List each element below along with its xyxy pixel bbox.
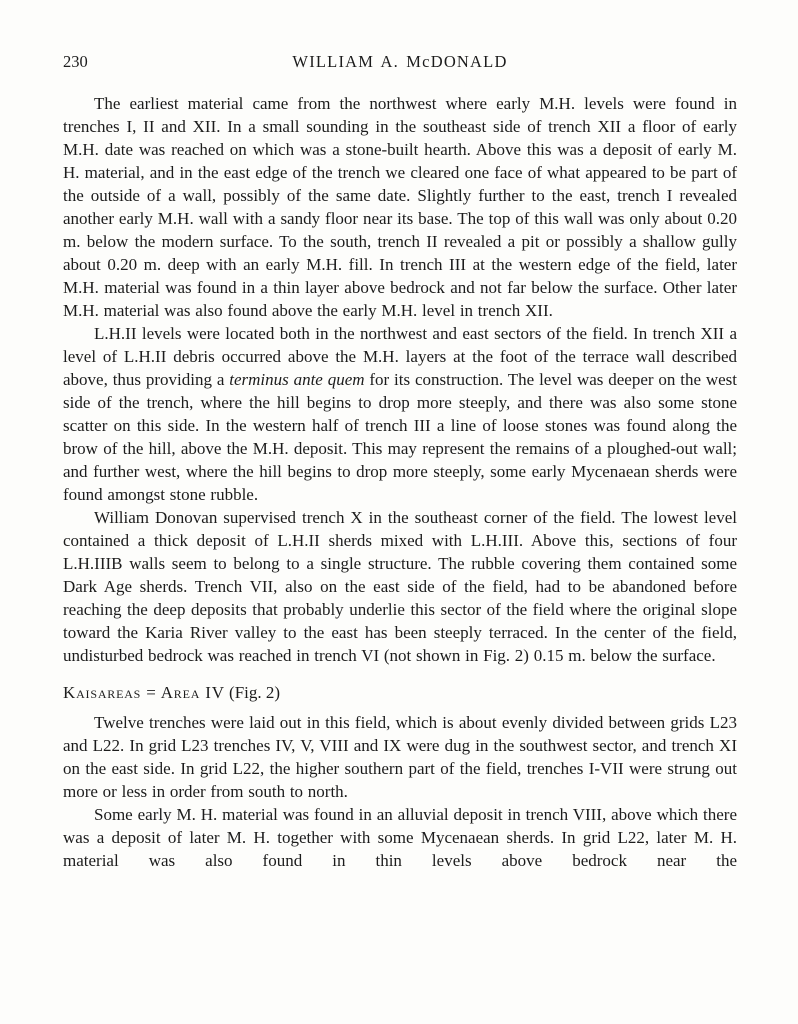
text-run: (Fig. 2) — [224, 683, 281, 702]
text-run: L.H.II levels were located both in the northwest and east sectors of the field. In trench XII a level of L.H.II debris occurred above the M.H. layers at the foot of the terrace wall described above, thus providing a — [63, 324, 737, 389]
paragraph — [63, 92, 737, 322]
text-run: The earliest material came from the northwest where early M.H. levels were found in trenches I, II and XII. In a small sounding in the southeast side of trench XII a floor of early M.H. date was reached on which was a stone-built hearth. Above this was a deposit of early M. H. material, and in the east edge of the trench we cleared one face of what appeared to be part of the outside of a wall, possibly of the same date. Slightly further to the east, trench I revealed another early M.H. wall with a sandy floor near its base. The top of this wall was only about 0.20 m. below the modern surface. To the south, trench II revealed a pit or possibly a shallow gully about 0.20 m. deep with an early M.H. fill. In trench III at the western edge of the field, later M.H. material was found in a thin layer above bedrock and not far below the surface. Other later M.H. material was also found above the early M.H. level in trench XII. — [63, 94, 737, 320]
text-run: for its construction. The level was deeper on the west side of the trench, where the hill begins to drop more steeply, and there was also some stone scatter on this side. In the western half of trench III a line of loose stones was found along the brow of the hill, above the M.H. deposit. This may represent the remains of a ploughed-out wall; and further west, where the hill begins to drop more steeply, some early Mycenaean sherds were found amongst stone rubble. — [63, 370, 738, 504]
smallcaps-title: Kaisareas = Area IV — [63, 683, 225, 702]
page-header — [63, 50, 737, 73]
running-head: WILLIAM A. McDONALD — [292, 52, 508, 71]
text-run: William Donovan supervised trench X in the southeast corner of the field. The lowest level contained a thick deposit of L.H.II sherds mixed with L.H.III. Above this, sections of four L.H.IIIB walls seem to belong to a single structure. The rubble covering them contained some Dark Age sherds. Trench VII, also on the east side of the field, had to be abandoned before reaching the deep deposits that probably underlie this sector of the field where the original slope toward the Karia River valley to the east has been steeply terraced. In the center of the field, undisturbed bedrock was reached in trench VI (not shown in Fig. 2) 0.15 m. below the surface. — [63, 508, 737, 665]
paragraph — [63, 322, 737, 506]
page-number: 230 — [63, 52, 88, 71]
text-run: Some early M. H. material was found in an alluvial deposit in trench VIII, above which there was a deposit of later M. H. together with some Mycenaean sherds. In grid L22, later M. H. material was also found in thin levels above bedrock near the — [63, 805, 737, 870]
text-body — [63, 92, 737, 872]
paragraph — [63, 506, 737, 667]
section-heading — [63, 681, 737, 704]
text-run: Twelve trenches were laid out in this field, which is about evenly divided between grids L23 and L22. In grid L23 trenches IV, V, VIII and IX were dug in the southwest sector, and trench XI on the east side. In grid L22, the higher southern part of the field, trenches I-VII were strung out more or less in order from south to north. — [63, 713, 737, 801]
italic-phrase: terminus ante quem — [229, 370, 365, 389]
paragraph — [63, 803, 737, 872]
paragraph — [63, 711, 737, 803]
